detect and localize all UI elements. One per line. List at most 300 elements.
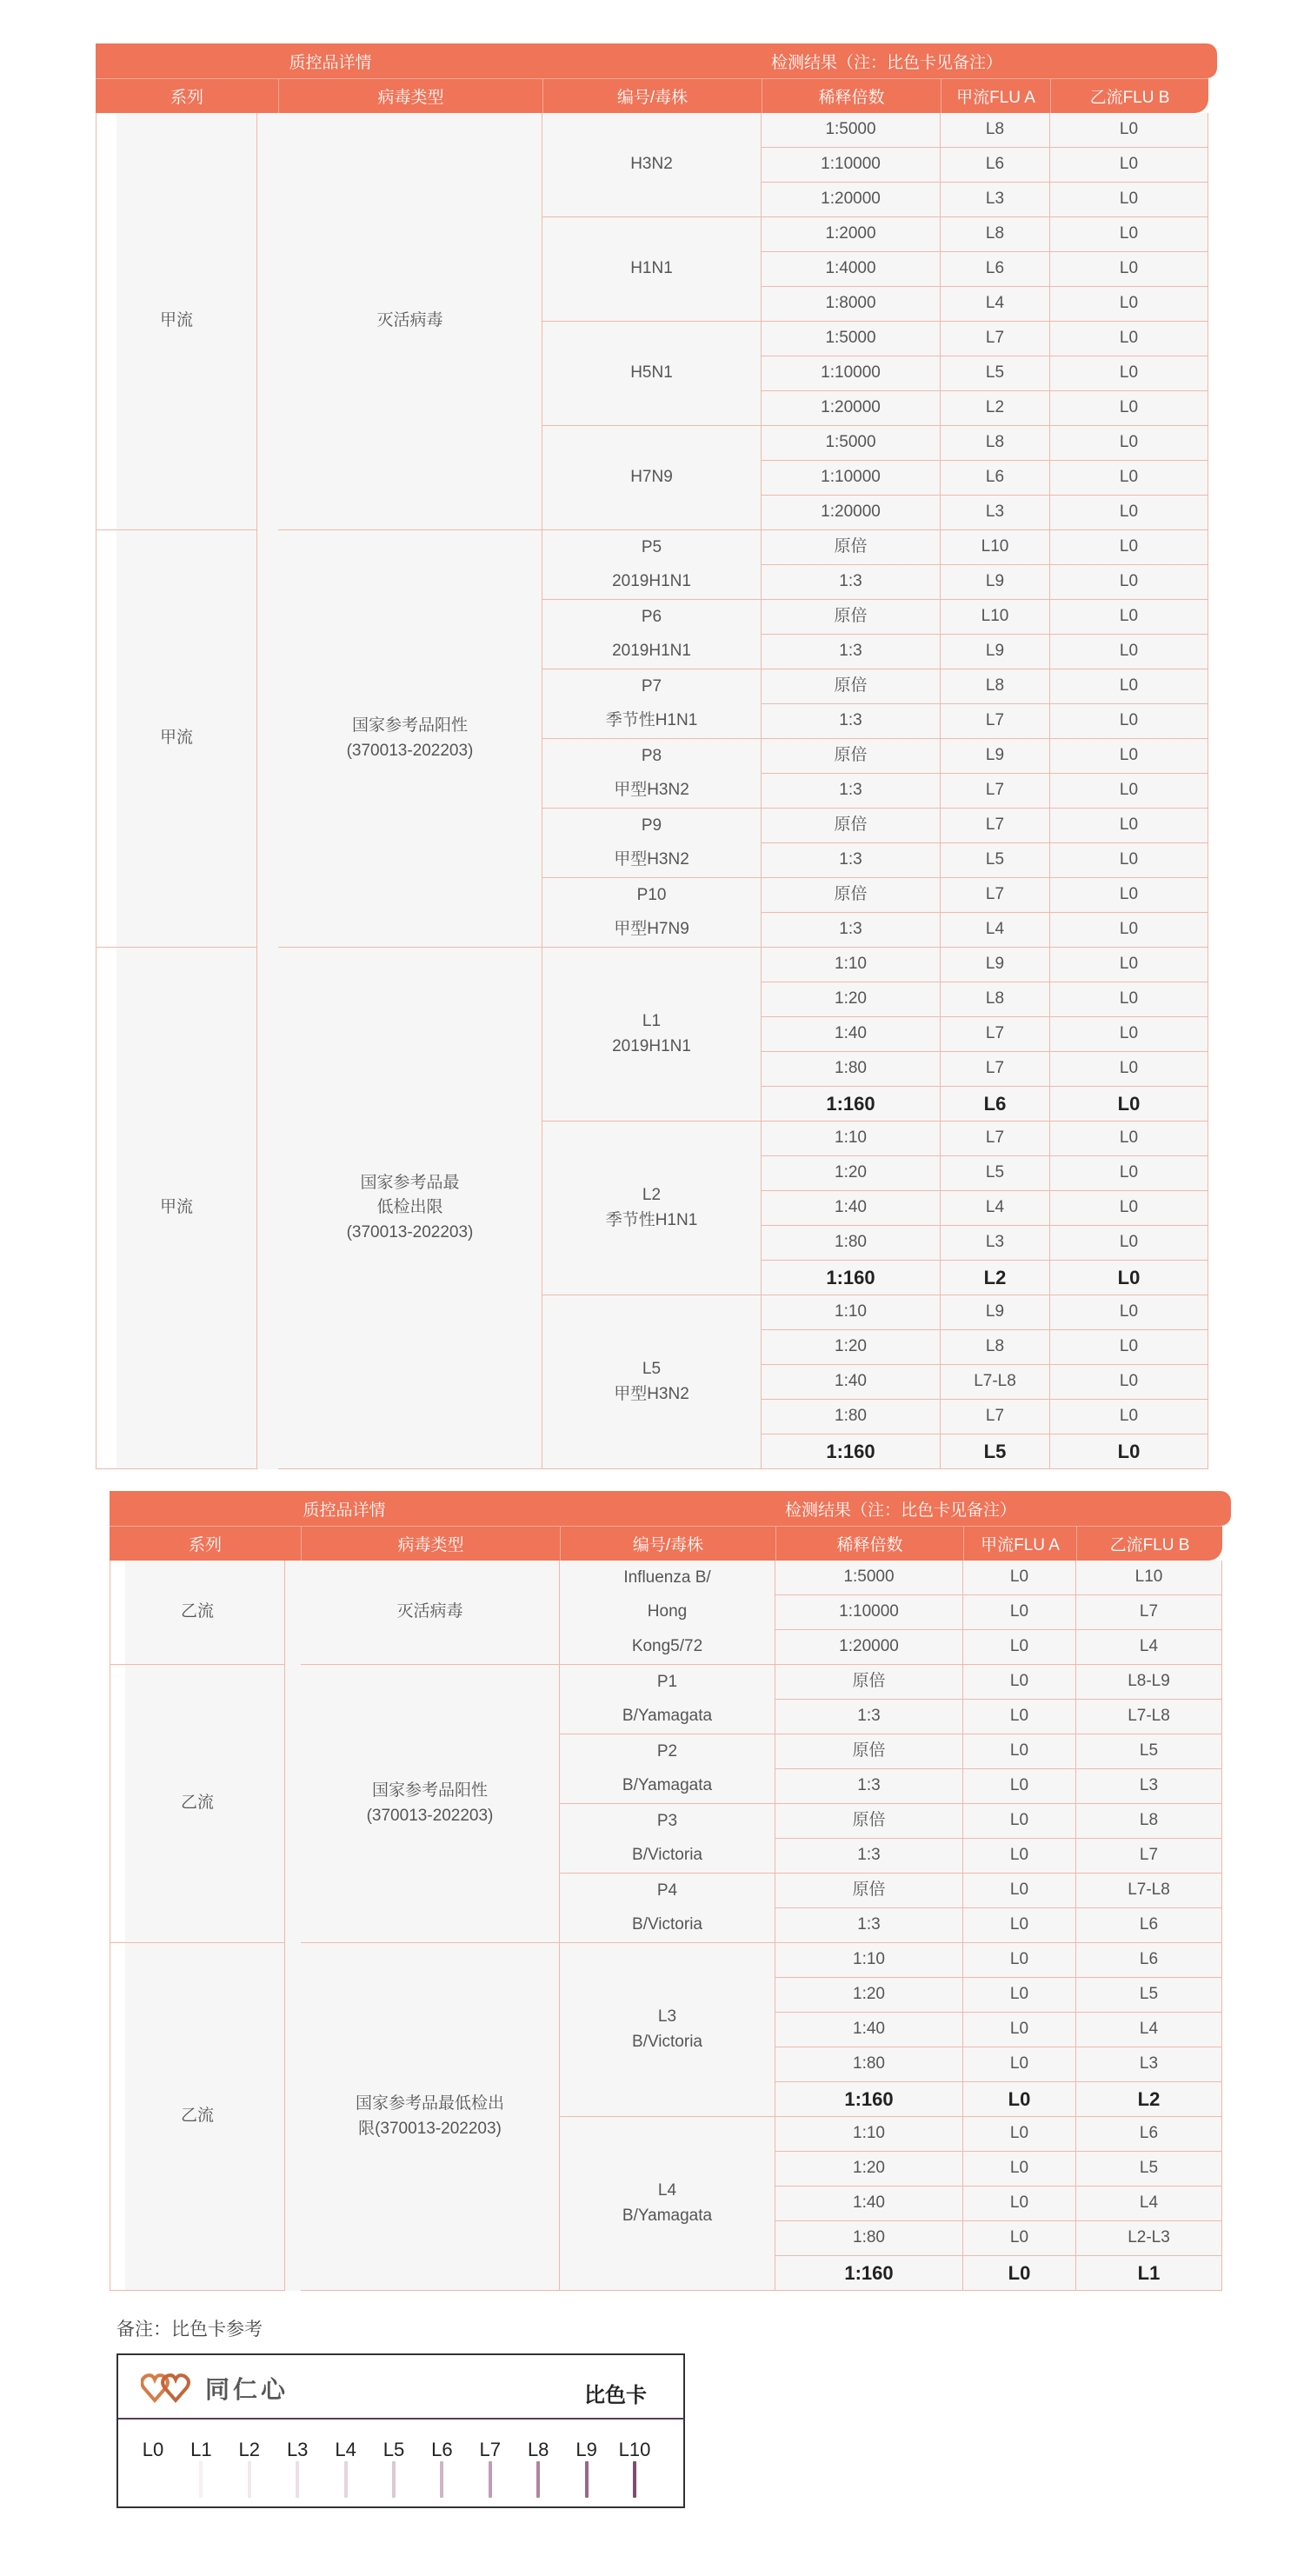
strain-cell-text: 季节性H1N1 bbox=[605, 711, 698, 729]
flu-b-cell: L4 bbox=[1076, 1630, 1222, 1665]
flu-b-cell: L0 bbox=[1050, 287, 1208, 322]
flu-b-cell: L0 bbox=[1050, 461, 1208, 496]
flu-a-cell: L0 bbox=[963, 1595, 1076, 1630]
dilution-cell: 1:20000 bbox=[762, 183, 941, 217]
flu-b-cell: L8 bbox=[1076, 1804, 1222, 1839]
strain-cell-text: H3N2 bbox=[630, 155, 673, 174]
strain-cell-text: 季节性H1N1 bbox=[605, 1210, 698, 1229]
series-cell-text: 乙流 bbox=[180, 1602, 214, 1621]
flu-b-cell: L6 bbox=[1076, 1908, 1222, 1943]
strain-cell-text: Influenza B/ bbox=[623, 1568, 711, 1587]
flu-a-cell: L8 bbox=[941, 669, 1050, 704]
header-test-results: 检测结果（注：比色卡见备注） bbox=[784, 1501, 1016, 1520]
dilution-cell: 1:10 bbox=[775, 2117, 963, 2152]
flu-a-cell: L0 bbox=[963, 2256, 1076, 2291]
strain-cell-text: 2019H1N1 bbox=[612, 642, 691, 660]
dilution-cell: 1:20 bbox=[775, 1978, 963, 2013]
dilution-cell: 1:10000 bbox=[775, 1595, 963, 1630]
dilution-cell: 1:3 bbox=[775, 1839, 963, 1874]
flu-a-cell: L9 bbox=[941, 739, 1050, 774]
strain-cell-text: Hong bbox=[647, 1602, 688, 1621]
virus-type-cell bbox=[301, 1943, 560, 2291]
strain-cell bbox=[560, 1943, 775, 2117]
dilution-cell: 1:80 bbox=[762, 1400, 941, 1434]
flu-b-cell: L0 bbox=[1050, 1261, 1208, 1295]
flu-a-cell: L10 bbox=[941, 530, 1050, 565]
dilution-cell: 1:40 bbox=[762, 1017, 941, 1052]
flu-a-cell: L0 bbox=[963, 1769, 1076, 1804]
dilution-cell: 原倍 bbox=[775, 1734, 963, 1769]
flu-a-cell: L0 bbox=[963, 1943, 1076, 1978]
strain-cell-text: P5 bbox=[641, 537, 662, 556]
header-flu-a: 甲流FLU A bbox=[941, 79, 1050, 113]
strain-cell bbox=[560, 1874, 775, 1943]
header-strain: 编号/毒株 bbox=[542, 79, 762, 113]
dilution-cell: 1:20 bbox=[762, 982, 941, 1017]
strain-cell-text: L2 bbox=[642, 1186, 662, 1204]
flu-b-cell: L0 bbox=[1050, 774, 1208, 809]
flu-b-cell: L0 bbox=[1050, 1122, 1208, 1156]
strain-cell bbox=[560, 1561, 775, 1665]
dilution-cell: 1:3 bbox=[762, 913, 941, 948]
strain-cell-text: H7N9 bbox=[630, 468, 673, 487]
dilution-cell: 1:3 bbox=[775, 1700, 963, 1734]
flu-a-cell: L7 bbox=[941, 1052, 1050, 1087]
flu-b-cell: L3 bbox=[1076, 1769, 1222, 1804]
dilution-cell: 1:40 bbox=[775, 2013, 963, 2047]
virus-type-cell bbox=[278, 948, 542, 1469]
flu-b-cell: L0 bbox=[1050, 739, 1208, 774]
strain-cell bbox=[560, 1804, 775, 1874]
flu-a-cell: L2 bbox=[941, 391, 1050, 426]
dilution-cell: 1:8000 bbox=[762, 287, 941, 322]
table-flu-a bbox=[96, 43, 1217, 1469]
virus-type-cell-text: 灭活病毒 bbox=[376, 311, 443, 330]
header-test-results: 检测结果（注：比色卡见备注） bbox=[770, 53, 1002, 72]
flu-b-cell: L0 bbox=[1050, 1191, 1208, 1226]
dilution-cell: 原倍 bbox=[775, 1874, 963, 1908]
strain-cell-text: 甲型H7N9 bbox=[614, 920, 689, 938]
virus-type-cell-text: 低检出限 bbox=[376, 1198, 443, 1217]
strain-cell bbox=[542, 878, 762, 948]
level-label: L4 bbox=[335, 2439, 356, 2460]
flu-a-cell: L9 bbox=[941, 948, 1050, 982]
strain-cell-text: P2 bbox=[656, 1741, 678, 1761]
dilution-cell: 原倍 bbox=[762, 530, 941, 565]
flu-b-cell: L0 bbox=[1050, 426, 1208, 461]
strain-cell-text: L4 bbox=[657, 2181, 677, 2200]
table-flu-b bbox=[110, 1491, 1231, 2291]
dilution-cell: 1:160 bbox=[775, 2082, 963, 2117]
flu-b-cell: L0 bbox=[1050, 843, 1208, 878]
strain-cell-text: 甲型H3N2 bbox=[614, 850, 689, 869]
series-cell bbox=[110, 1561, 285, 1665]
flu-b-cell: L5 bbox=[1076, 2152, 1222, 2187]
strain-cell-text: B/Yamagata bbox=[622, 1707, 713, 1725]
flu-a-cell: L7 bbox=[941, 1400, 1050, 1434]
flu-a-cell: L3 bbox=[941, 496, 1050, 530]
flu-b-cell: L0 bbox=[1050, 1226, 1208, 1261]
flu-a-cell: L7 bbox=[941, 809, 1050, 843]
flu-a-cell: L7 bbox=[941, 774, 1050, 809]
strain-cell-text: L5 bbox=[642, 1360, 662, 1378]
strain-cell bbox=[542, 1295, 762, 1469]
level-swatch bbox=[151, 2461, 155, 2498]
strain-cell-text: H1N1 bbox=[630, 259, 673, 278]
virus-type-cell-text: 国家参考品最低检出 bbox=[355, 2094, 504, 2113]
virus-type-cell-text: 灭活病毒 bbox=[396, 1602, 463, 1621]
flu-b-cell: L5 bbox=[1076, 1978, 1222, 2013]
virus-type-cell bbox=[301, 1665, 560, 1943]
flu-b-cell: L0 bbox=[1050, 635, 1208, 669]
header-flu-b: 乙流FLU B bbox=[1050, 79, 1208, 113]
header-sample-details: 质控品详情 bbox=[289, 53, 372, 72]
flu-a-cell: L0 bbox=[963, 2187, 1076, 2221]
flu-a-cell: L6 bbox=[941, 148, 1050, 183]
strain-cell-text: B/Victoria bbox=[632, 1846, 702, 1864]
strain-cell bbox=[542, 530, 762, 600]
flu-a-cell: L7 bbox=[941, 878, 1050, 913]
dilution-cell: 1:2000 bbox=[762, 217, 941, 252]
series-cell-text: 甲流 bbox=[159, 729, 193, 748]
dilution-cell: 1:10000 bbox=[762, 148, 941, 183]
series-cell bbox=[110, 1665, 285, 1943]
flu-b-cell: L0 bbox=[1050, 113, 1208, 148]
flu-b-cell: L0 bbox=[1050, 669, 1208, 704]
level-label: L0 bbox=[142, 2439, 164, 2460]
strain-cell-text: B/Victoria bbox=[632, 2032, 702, 2051]
strain-cell bbox=[542, 426, 762, 530]
strain-cell bbox=[542, 669, 762, 739]
flu-b-cell: L0 bbox=[1050, 1434, 1208, 1469]
flu-b-cell: L0 bbox=[1050, 496, 1208, 530]
series-cell bbox=[110, 1943, 285, 2291]
dilution-cell: 1:10000 bbox=[762, 356, 941, 391]
strain-cell-text: P7 bbox=[641, 676, 662, 696]
strain-cell-text: P4 bbox=[656, 1880, 678, 1900]
dilution-cell: 原倍 bbox=[762, 600, 941, 635]
flu-b-cell: L10 bbox=[1076, 1561, 1222, 1595]
dilution-cell: 1:4000 bbox=[762, 252, 941, 287]
dilution-cell: 1:40 bbox=[762, 1365, 941, 1400]
flu-b-cell: L0 bbox=[1050, 183, 1208, 217]
virus-type-cell-text: 国家参考品阳性 bbox=[351, 716, 468, 735]
flu-a-cell: L8 bbox=[941, 113, 1050, 148]
card-divider bbox=[118, 2418, 683, 2420]
level-label: L8 bbox=[527, 2439, 549, 2460]
strain-cell bbox=[542, 948, 762, 1122]
flu-a-cell: L8 bbox=[941, 1330, 1050, 1365]
flu-b-cell: L0 bbox=[1050, 1156, 1208, 1191]
level-label: L9 bbox=[575, 2439, 597, 2460]
flu-a-cell: L0 bbox=[963, 1908, 1076, 1943]
strain-cell-text: B/Yamagata bbox=[622, 1776, 713, 1794]
flu-a-cell: L0 bbox=[963, 2117, 1076, 2152]
flu-b-cell: L1 bbox=[1076, 2256, 1222, 2291]
strain-cell-text: H5N1 bbox=[630, 363, 673, 383]
series-cell bbox=[96, 530, 257, 948]
strain-cell-text: B/Victoria bbox=[632, 1915, 702, 1934]
header-strain: 编号/毒株 bbox=[560, 1527, 775, 1561]
series-cell-text: 甲流 bbox=[159, 1198, 193, 1217]
flu-a-cell: L0 bbox=[963, 1561, 1076, 1595]
level-swatch bbox=[440, 2461, 443, 2498]
flu-a-cell: L9 bbox=[941, 635, 1050, 669]
flu-b-cell: L0 bbox=[1050, 878, 1208, 913]
flu-a-cell: L8 bbox=[941, 982, 1050, 1017]
dilution-cell: 1:10 bbox=[762, 948, 941, 982]
flu-a-cell: L5 bbox=[941, 843, 1050, 878]
strain-cell bbox=[560, 2117, 775, 2291]
dilution-cell: 1:20 bbox=[775, 2152, 963, 2187]
strain-cell-text: P6 bbox=[641, 607, 662, 626]
dilution-cell: 1:20000 bbox=[762, 496, 941, 530]
flu-b-cell: L0 bbox=[1050, 982, 1208, 1017]
dilution-cell: 1:3 bbox=[762, 704, 941, 739]
dilution-cell: 1:3 bbox=[775, 1908, 963, 1943]
header-virus-type: 病毒类型 bbox=[278, 79, 542, 113]
dilution-cell: 1:160 bbox=[775, 2256, 963, 2291]
dilution-cell: 原倍 bbox=[762, 809, 941, 843]
strain-cell-text: 2019H1N1 bbox=[612, 572, 691, 590]
strain-cell-text: P1 bbox=[656, 1672, 678, 1691]
strain-cell-text: B/Yamagata bbox=[622, 2206, 713, 2225]
virus-type-cell-text: 国家参考品最 bbox=[360, 1173, 460, 1192]
dilution-cell: 1:10 bbox=[762, 1122, 941, 1156]
flu-a-cell: L8 bbox=[941, 217, 1050, 252]
level-swatch bbox=[199, 2461, 203, 2498]
flu-a-cell: L6 bbox=[941, 1087, 1050, 1122]
flu-a-cell: L4 bbox=[941, 1191, 1050, 1226]
flu-a-cell: L5 bbox=[941, 1156, 1050, 1191]
flu-b-cell: L5 bbox=[1076, 1734, 1222, 1769]
dilution-cell: 1:10 bbox=[762, 1295, 941, 1330]
table-header-columns bbox=[96, 78, 1208, 113]
level-label: L5 bbox=[383, 2439, 405, 2460]
flu-a-cell: L0 bbox=[963, 2047, 1076, 2082]
strain-cell-text: Kong5/72 bbox=[631, 1636, 703, 1655]
series-cell-text: 乙流 bbox=[180, 1794, 214, 1813]
flu-a-cell: L2 bbox=[941, 1261, 1050, 1295]
flu-a-cell: L4 bbox=[941, 287, 1050, 322]
flu-b-cell: L0 bbox=[1050, 1365, 1208, 1400]
level-swatch bbox=[585, 2461, 589, 2498]
brand-logo bbox=[141, 2371, 289, 2406]
flu-a-cell: L0 bbox=[963, 2013, 1076, 2047]
hearts-logo-icon bbox=[141, 2373, 195, 2404]
dilution-cell: 1:3 bbox=[762, 774, 941, 809]
strain-cell bbox=[542, 217, 762, 322]
virus-type-cell bbox=[301, 1561, 560, 1665]
dilution-cell: 1:160 bbox=[762, 1261, 941, 1295]
dilution-cell: 原倍 bbox=[775, 1665, 963, 1700]
flu-a-cell: L9 bbox=[941, 565, 1050, 600]
strain-cell-text: 2019H1N1 bbox=[612, 1036, 691, 1055]
dilution-cell: 原倍 bbox=[762, 878, 941, 913]
flu-a-cell: L0 bbox=[963, 1630, 1076, 1665]
series-cell-text: 乙流 bbox=[180, 2107, 214, 2126]
header-sample-details: 质控品详情 bbox=[303, 1501, 386, 1520]
table-header-groups bbox=[96, 43, 1217, 78]
header-flu-b: 乙流FLU B bbox=[1076, 1527, 1222, 1561]
virus-type-cell bbox=[278, 113, 542, 530]
dilution-cell: 1:3 bbox=[775, 1769, 963, 1804]
strain-cell-text: 甲型H3N2 bbox=[614, 1384, 689, 1403]
flu-b-cell: L0 bbox=[1050, 391, 1208, 426]
flu-b-cell: L2 bbox=[1076, 2082, 1222, 2117]
flu-b-cell: L0 bbox=[1050, 600, 1208, 635]
header-dilution: 稀释倍数 bbox=[762, 79, 941, 113]
dilution-cell: 1:80 bbox=[762, 1226, 941, 1261]
flu-b-cell: L4 bbox=[1076, 2187, 1222, 2221]
flu-b-cell: L8-L9 bbox=[1076, 1665, 1222, 1700]
header-flu-a: 甲流FLU A bbox=[963, 1527, 1076, 1561]
flu-b-cell: L0 bbox=[1050, 252, 1208, 287]
strain-cell-text: P10 bbox=[636, 885, 667, 904]
strain-cell bbox=[542, 600, 762, 669]
strain-cell bbox=[542, 739, 762, 809]
series-cell bbox=[96, 113, 257, 530]
flu-a-cell: L0 bbox=[963, 1734, 1076, 1769]
flu-a-cell: L7 bbox=[941, 1122, 1050, 1156]
dilution-cell: 原倍 bbox=[762, 669, 941, 704]
dilution-cell: 1:5000 bbox=[762, 322, 941, 356]
flu-a-cell: L7 bbox=[941, 322, 1050, 356]
strain-cell bbox=[560, 1665, 775, 1734]
dilution-cell: 1:5000 bbox=[762, 113, 941, 148]
header-series: 系列 bbox=[188, 1536, 222, 1554]
flu-a-cell: L5 bbox=[941, 1434, 1050, 1469]
strain-cell bbox=[542, 809, 762, 878]
flu-b-cell: L0 bbox=[1050, 1017, 1208, 1052]
dilution-cell: 原倍 bbox=[762, 739, 941, 774]
flu-b-cell: L0 bbox=[1050, 1330, 1208, 1365]
dilution-cell: 1:160 bbox=[762, 1087, 941, 1122]
flu-b-cell: L2-L3 bbox=[1076, 2221, 1222, 2256]
series-cell-text: 甲流 bbox=[159, 311, 193, 330]
flu-a-cell: L7 bbox=[941, 704, 1050, 739]
virus-type-cell-text: 国家参考品阳性 bbox=[371, 1781, 488, 1800]
dilution-cell: 1:20000 bbox=[762, 391, 941, 426]
flu-b-cell: L0 bbox=[1050, 1087, 1208, 1122]
flu-a-cell: L0 bbox=[963, 1804, 1076, 1839]
flu-b-cell: L6 bbox=[1076, 2117, 1222, 2152]
flu-a-cell: L8 bbox=[941, 426, 1050, 461]
flu-a-cell: L7-L8 bbox=[941, 1365, 1050, 1400]
level-swatch bbox=[392, 2461, 396, 2498]
virus-type-cell-text: (370013-202203) bbox=[346, 741, 474, 760]
level-label: L7 bbox=[479, 2439, 502, 2460]
strain-cell-text: L3 bbox=[657, 2007, 677, 2026]
dilution-cell: 1:5000 bbox=[762, 426, 941, 461]
flu-a-cell: L0 bbox=[963, 1978, 1076, 2013]
dilution-cell: 1:160 bbox=[762, 1434, 941, 1469]
dilution-cell: 1:3 bbox=[762, 565, 941, 600]
flu-b-cell: L0 bbox=[1050, 1052, 1208, 1087]
flu-b-cell: L0 bbox=[1050, 913, 1208, 948]
flu-a-cell: L0 bbox=[963, 2082, 1076, 2117]
strain-cell-text: P9 bbox=[641, 815, 662, 835]
level-label: L10 bbox=[618, 2439, 651, 2460]
level-label: L1 bbox=[190, 2439, 212, 2460]
flu-a-cell: L0 bbox=[963, 2152, 1076, 2187]
flu-b-cell: L4 bbox=[1076, 2013, 1222, 2047]
virus-type-cell-text: 限(370013-202203) bbox=[358, 2119, 502, 2138]
strain-cell bbox=[542, 1122, 762, 1295]
strain-cell bbox=[542, 113, 762, 217]
dilution-cell: 1:40 bbox=[762, 1191, 941, 1226]
level-swatch bbox=[248, 2461, 251, 2498]
flu-a-cell: L5 bbox=[941, 356, 1050, 391]
table-header-groups bbox=[110, 1491, 1231, 1526]
flu-a-cell: L0 bbox=[963, 1839, 1076, 1874]
virus-type-cell-text: (370013-202203) bbox=[366, 1806, 494, 1825]
flu-a-cell: L3 bbox=[941, 1226, 1050, 1261]
flu-a-cell: L0 bbox=[963, 1874, 1076, 1908]
dilution-cell: 1:3 bbox=[762, 635, 941, 669]
dilution-cell: 1:10000 bbox=[762, 461, 941, 496]
dilution-cell: 原倍 bbox=[775, 1804, 963, 1839]
flu-b-cell: L0 bbox=[1050, 1295, 1208, 1330]
flu-b-cell: L7 bbox=[1076, 1595, 1222, 1630]
flu-b-cell: L0 bbox=[1050, 565, 1208, 600]
level-swatch bbox=[536, 2461, 540, 2498]
dilution-cell: 1:3 bbox=[762, 843, 941, 878]
flu-a-cell: L6 bbox=[941, 252, 1050, 287]
level-swatch bbox=[489, 2461, 492, 2498]
flu-a-cell: L7 bbox=[941, 1017, 1050, 1052]
flu-b-cell: L0 bbox=[1050, 704, 1208, 739]
flu-a-cell: L3 bbox=[941, 183, 1050, 217]
card-title: 比色卡 bbox=[584, 2384, 647, 2407]
header-dilution: 稀释倍数 bbox=[775, 1527, 963, 1561]
dilution-cell: 1:80 bbox=[775, 2221, 963, 2256]
flu-b-cell: L3 bbox=[1076, 2047, 1222, 2082]
flu-b-cell: L0 bbox=[1050, 809, 1208, 843]
strain-cell-text: P8 bbox=[641, 746, 662, 765]
dilution-cell: 1:40 bbox=[775, 2187, 963, 2221]
dilution-cell: 1:80 bbox=[762, 1052, 941, 1087]
flu-a-cell: L0 bbox=[963, 1700, 1076, 1734]
dilution-cell: 1:5000 bbox=[775, 1561, 963, 1595]
level-label: L6 bbox=[431, 2439, 453, 2460]
strain-cell bbox=[560, 1734, 775, 1804]
flu-a-cell: L10 bbox=[941, 600, 1050, 635]
virus-type-cell bbox=[278, 530, 542, 948]
flu-b-cell: L7 bbox=[1076, 1839, 1222, 1874]
flu-b-cell: L7-L8 bbox=[1076, 1700, 1222, 1734]
flu-b-cell: L7-L8 bbox=[1076, 1874, 1222, 1908]
dilution-cell: 1:20 bbox=[762, 1156, 941, 1191]
note-text: 备注：比色卡参考 bbox=[116, 2320, 263, 2340]
level-label: L2 bbox=[238, 2439, 261, 2460]
table-body bbox=[125, 1561, 1222, 2291]
flu-b-cell: L0 bbox=[1050, 356, 1208, 391]
dilution-cell: 1:80 bbox=[775, 2047, 963, 2082]
flu-b-cell: L0 bbox=[1050, 148, 1208, 183]
flu-b-cell: L0 bbox=[1050, 948, 1208, 982]
level-label: L3 bbox=[286, 2439, 309, 2460]
flu-a-cell: L6 bbox=[941, 461, 1050, 496]
level-swatch bbox=[633, 2461, 636, 2498]
strain-cell-text: L1 bbox=[642, 1012, 662, 1030]
flu-b-cell: L0 bbox=[1050, 1400, 1208, 1434]
level-swatch bbox=[296, 2461, 299, 2498]
flu-b-cell: L0 bbox=[1050, 530, 1208, 565]
dilution-cell: 1:20000 bbox=[775, 1630, 963, 1665]
level-swatch bbox=[344, 2461, 348, 2498]
table-header-columns bbox=[110, 1526, 1222, 1561]
